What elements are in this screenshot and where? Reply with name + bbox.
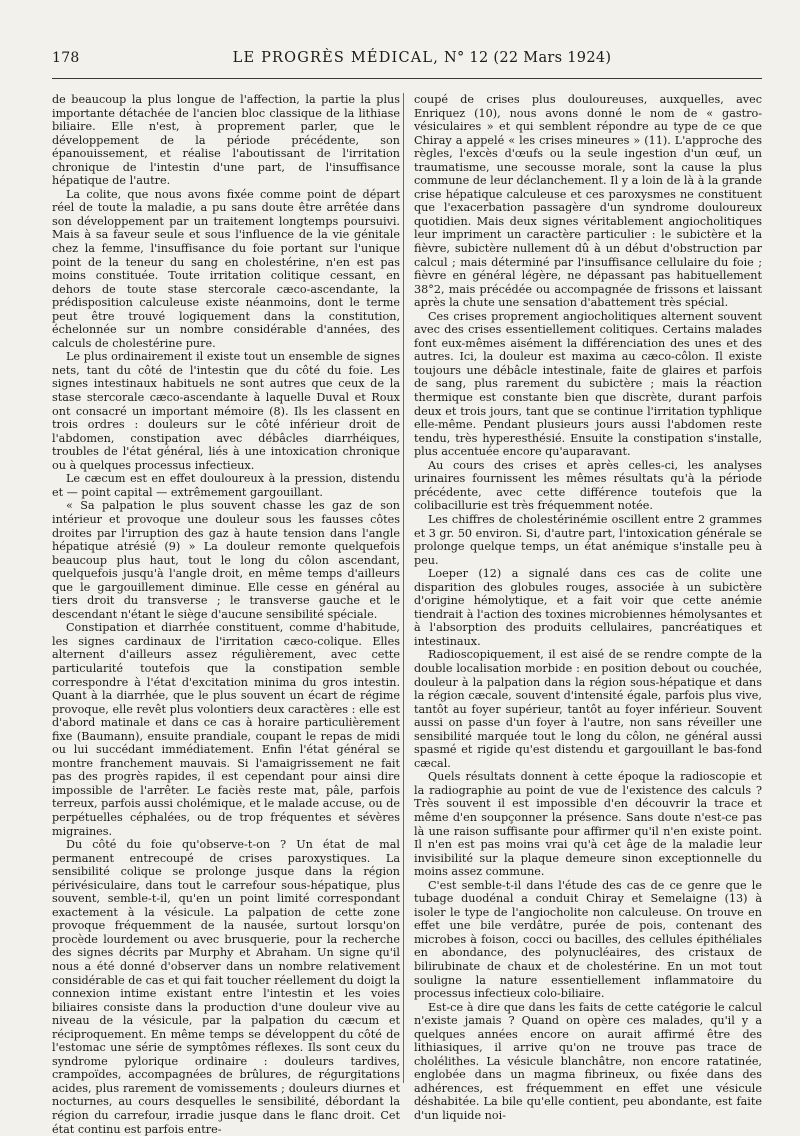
paragraph: C'est semble-t-il dans l'étude des cas de ce genre que le tubage duodénal a conduit Chiray et Semelaigne (13) à isoler le type de l'angiocholite non calculeuse. On trouve en effet une bile verdâtre, purée de pois, contenant des microbes à foison, cocci ou bacilles, des cellules épithéliales en abondance, des polynucléaires, des cristaux de bilirubinate de chaux et de cholestérine. En un mot tout souligne la nature essentiellement inflammatoire du processus infectieux colo-biliaire. [414,878,762,1001]
paragraph: La colite, que nous avons fixée comme point de départ réel de toute la maladie, a pu sans doute être arrêtée dans son développement par un traitement longtemps poursuivi. Mais à sa faveur seule et sous l'influence de la vie génitale chez la femme, l'insuffisance du foie portant sur l'unique point de la teneur du sang en cholestérine, n'en est pas moins constituée. Toute irritation colitique cessant, en dehors de toute stase stercorale cæco-ascendante, la prédisposition calculeuse existe néanmoins, dont le terme peut être trouvé logiquement dans la constitution, échelonnée sur un nombre considérable d'années, des calculs de cholestérine pure. [52,187,400,350]
two-column-body [52,93,762,1136]
paragraph: Est-ce à dire que dans les faits de cette catégorie le calcul n'existe jamais ? Quand on opère ces malades, qu'il y a quelques années encore on aurait affirmé être des lithiasiques, il arrive qu'on ne trouve pas trace de cholélithes. La vésicule blanchâtre, non encore ratatinée, englobée dans un magma fibrineux, ou fixée dans des adhérences, est fréquemment en effet une vésicule déshabitée. La bile qu'elle contient, peu abondante, est faite d'un liquide noi- [414,1000,762,1123]
running-title [52,50,762,66]
journal-title: LE PROGRÈS MÉDICAL, [232,50,440,66]
paragraph: Du côté du foie qu'observe-t-on ? Un état de mal permanent entrecoupé de crises paroxystiques. La sensibilité colique se prolonge jusque dans la région périvésiculaire, dans tout le carrefour sous-hépatique, plus souvent, semble-t-il, qu'en un point limité correspondant exactement à la vésicule. La palpation de cette zone provoque fréquemment de la nausée, surtout lorsqu'on procède lourdement ou avec brusquerie, pour la recherche des signes décrits par Murphy et Abraham. Un signe qu'il nous a été donné d'observer dans un nombre relativement considérable de cas et qui fait toucher réellement du doigt la connexion intime existant entre l'intestin et les voies biliaires consiste dans la production d'une douleur vive au niveau de la vésicule, par la palpation du cæcum et réciproquement. En même temps se développent du côté de l'estomac une série de symptômes réflexes. Ils sont ceux du syndrome pylorique ordinaire : douleurs tardives, crampoïdes, accompagnées de brûlures, de régurgitations acides, plus rarement de vomissements ; douleurs diurnes et nocturnes, au cours desquelles le sensibilité, débordant la région du carrefour, irradie jusque dans le flanc droit. Cet état continu est parfois entre- [52,838,400,1136]
paragraph: Le cæcum est en effet douloureux à la pression, distendu et — point capital — extrêmement gargouillant. [52,472,400,499]
paragraph: « Sa palpation le plus souvent chasse les gaz de son intérieur et provoque une douleur sous les fausses côtes droites par l'irruption des gaz à haute tension dans l'angle hépatique atrésié (9) » La douleur remonte quelquefois beaucoup plus haut, tout le long du côlon ascendant, quelquefois jusqu'à l'angle droit, en même temps d'ailleurs que le gargouillement diminue. Elle cesse en général au tiers droit du transverse ; le transverse gauche et le descendant n'étant le siège d'aucune sensibilité spéciale. [52,499,400,621]
page-header [52,50,762,70]
paragraph: Ces crises proprement angiocholitiques alternent souvent avec des crises essentiellement colitiques. Certains malades font eux-mêmes aisément la différenciation des unes et des autres. Ici, la douleur est maxima au cæco-côlon. Il existe toujours une débâcle intestinale, faite de glaires et parfois de sang, plus rarement du subictère ; mais la réaction thermique est constante bien que discrète, durant parfois deux et trois jours, tant que se continue l'irritation typhlique elle-même. Pendant plusieurs jours aussi l'abdomen reste tendu, très hyperesthésié. Ensuite la constipation s'installe, plus accentuée encore qu'auparavant. [414,309,762,459]
left-column [52,93,400,1136]
right-column [414,93,762,1136]
paragraph: Quels résultats donnent à cette époque la radioscopie et la radiographie au point de vue de l'existence des calculs ? Très souvent il est impossible d'en découvrir la trace et même d'en soupçonner la présence. Sans doute n'est-ce pas là une raison suffisante pour affirmer qu'il n'en existe point. Il n'en est pas moins vrai qu'à cet âge de la maladie leur invisibilité sur la plaque demeure sinon exceptionnelle du moins assez commune. [414,770,762,879]
paragraph: coupé de crises plus douloureuses, auxquelles, avec Enriquez (10), nous avons donné le nom de « gastro-vésiculaires » et qui semblent répondre au type de ce que Chiray a appelé « les crises mineures » (11). L'approche des règles, l'excès d'œufs ou la seule ingestion d'un œuf, un traumatisme, une secousse morale, sont la cause la plus commune de leur déclanchement. Il y a loin de là à la grande crise hépatique calculeuse et ces paroxysmes ne constituent que l'exacerbation passagère d'un syndrome douloureux quotidien. Mais deux signes véritablement angiocholitiques leur impriment un caractère particulier : le subictère et la fièvre, subictère nullement dû à un début d'obstruction par calcul ; mais déterminé par l'insuffisance cellulaire du foie ; fièvre en général légère, ne dépassant pas habituellement 38°2, mais précédée ou accompagnée de frissons et laissant après la chute une sensation d'abattement très spécial. [414,93,762,310]
header-rule [52,78,762,79]
paragraph: Au cours des crises et après celles-ci, les analyses urinaires fournissent les mêmes résultats qu'à la période précédente, avec cette différence toutefois que la colibacillurie est très fréquemment notée. [414,458,762,513]
paragraph: Les chiffres de cholestérinémie oscillent entre 2 grammes et 3 gr. 50 environ. Si, d'autre part, l'intoxication générale se prolonge quelque temps, un état anémique s'installe peu à peu. [414,512,762,567]
column-divider [403,93,404,1083]
paragraph: Constipation et diarrhée constituent, comme d'habitude, les signes cardinaux de l'irritation cæco-colique. Elles alternent d'ailleurs assez régulièrement, avec cette particularité toutefois que la constipation semble correspondre à l'état d'excitation minima du gros intestin. Quant à la diarrhée, que le plus souvent un écart de régime provoque, elle revêt plus volontiers deux caractères : elle est d'abord matinale et dans ce cas à horaire particulièrement fixe (Baumann), ensuite prandiale, coupant le repas de midi ou lui succédant immédiatement. Enfin l'état général se montre franchement mauvais. Si l'amaigrissement ne fait pas des progrès rapides, il est cependant pour ainsi dire impossible de l'arrêter. Le faciès reste mat, pâle, parfois terreux, parfois aussi cholémique, et le malade accuse, ou de perpétuelles céphalées, ou de trop fréquentes et sévères migraines. [52,621,400,838]
issue-info: N° 12 (22 Mars 1924) [443,50,612,66]
paragraph: Radioscopiquement, il est aisé de se rendre compte de la double localisation morbide : en position debout ou couchée, douleur à la palpation dans la région sous-hépatique et dans la région cæcale, souvent d'intensité égale, parfois plus vive, tantôt au foyer supérieur, tantôt au foyer inférieur. Souvent aussi on passe d'un foyer à l'autre, non sans réveiller une sensibilité marquée tout le long du côlon, ne général aussi spasmé et rigide qu'est distendu et gargouillant le bas-fond cæcal. [414,648,762,770]
page-number: 178 [52,50,80,66]
paragraph: Loeper (12) a signalé dans ces cas de colite une disparition des globules rouges, associée à un subictère d'origine hémolytique, et a fait voir que cette anémie tiendrait à l'action des toxines microbiennes hémolysantes et à l'absorption des produits cellulaires, pancréatiques et intestinaux. [414,567,762,648]
paragraph: de beaucoup la plus longue de l'affection, la partie la plus importante détachée de l'ancien bloc classique de la lithiase biliaire. Elle n'est, à proprement parler, que le développement de la période précédente, son épanouissement, et réalise l'aboutissant de l'irritation chronique de l'intestin d'une part, de l'insuffisance hépatique de l'autre. [52,93,400,188]
paragraph: Le plus ordinairement il existe tout un ensemble de signes nets, tant du côté de l'intestin que du côté du foie. Les signes intestinaux habituels ne sont autres que ceux de la stase stercorale cæco-ascendante à laquelle Duval et Roux ont consacré un important mémoire (8). Ils les classent en trois ordres : douleurs sur le côté inférieur droit de l'abdomen, constipation avec débâcles diarrhéiques, troubles de l'état général, liés à une intoxication chronique ou à quelques processus infectieux. [52,350,400,472]
